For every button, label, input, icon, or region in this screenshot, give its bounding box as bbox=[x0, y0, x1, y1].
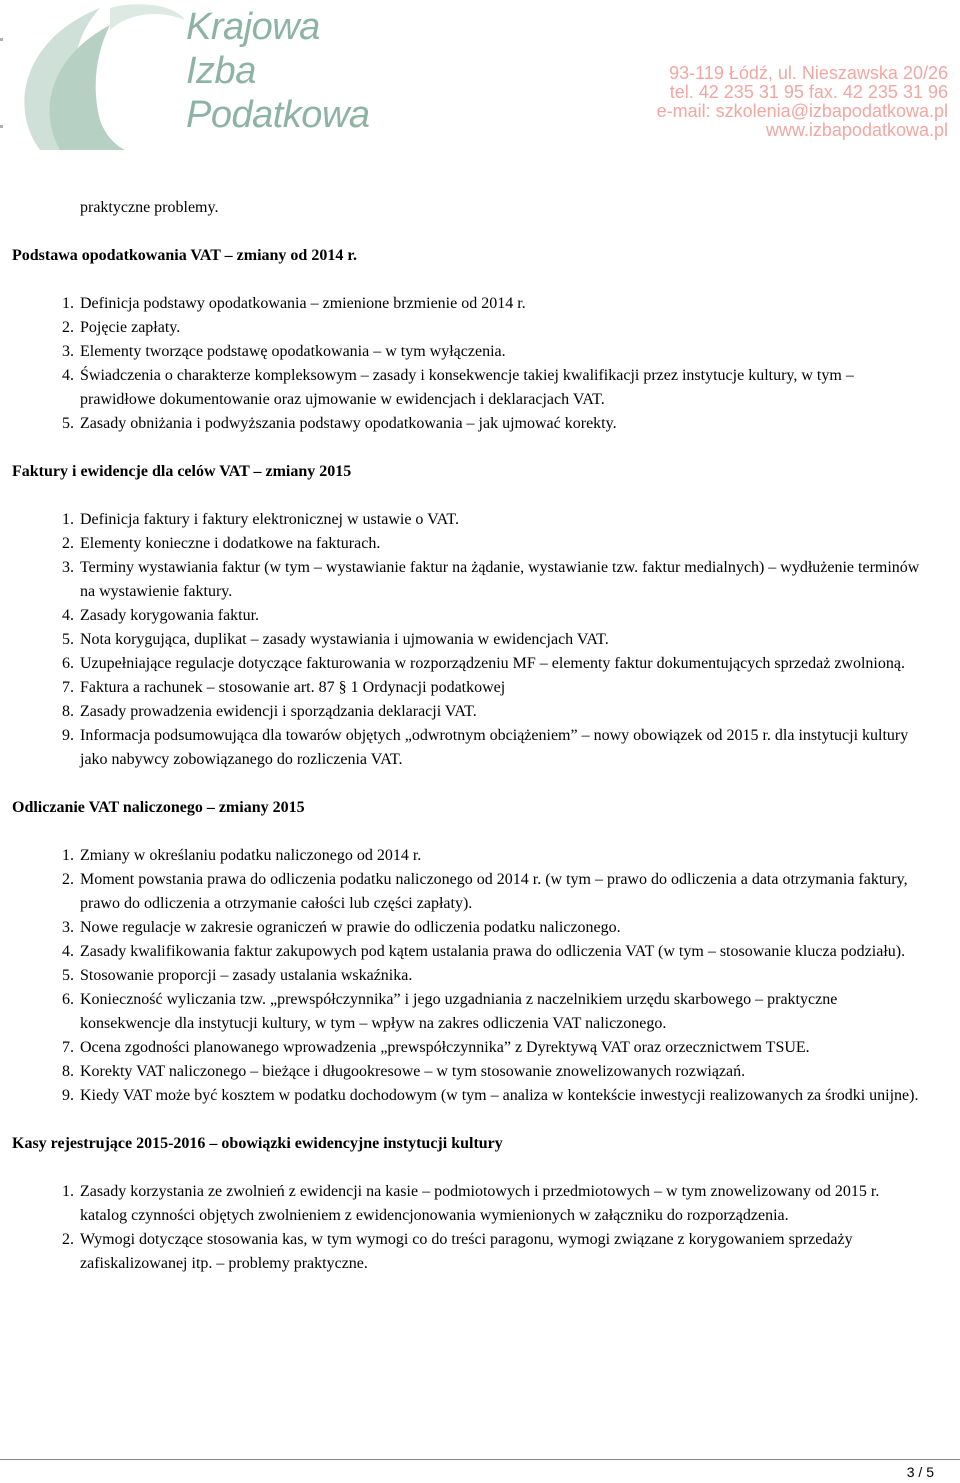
list-item-number: 7. bbox=[62, 1039, 74, 1056]
list-item-number: 4. bbox=[62, 943, 74, 960]
contact-address: 93-119 Łódź, ul. Nieszawska 20/26 bbox=[669, 63, 948, 83]
section-heading-podstawa: Podstawa opodatkowania VAT – zmiany od 2014 r. bbox=[12, 247, 357, 264]
list-item-text: Korekty VAT naliczonego – bieżące i długookresowe – w tym stosowanie znowelizowanych rozwiązań. bbox=[80, 1063, 746, 1080]
list-item bbox=[0, 316, 960, 340]
list-item bbox=[0, 508, 960, 532]
list-item-text: Zmiany w określaniu podatku naliczonego od 2014 r. bbox=[80, 847, 422, 864]
list-item bbox=[0, 532, 960, 556]
list-item-text: Informacja podsumowująca dla towarów objętych „odwrotnym obciążeniem” – nowy obowiązek od 2015 r. dla instytucji kultury jako nabywcy zobowiązanego do rozliczenia VAT. bbox=[80, 727, 909, 768]
list-item bbox=[0, 628, 960, 652]
list-item-text: Terminy wystawiania faktur (w tym – wystawianie faktur na żądanie, wystawianie tzw. faktur medialnych) – wydłużenie terminów na wystawienie faktury. bbox=[80, 559, 920, 600]
list-item-text: Uzupełniające regulacje dotyczące fakturowania w rozporządzeniu MF – elementy faktur dokumentujących sprzedaż zwolnioną. bbox=[80, 655, 905, 672]
list-item-text: Ocena zgodności planowanego wprowadzenia „prewspółczynnika” z Dyrektywą VAT oraz orzecznictwem TSUE. bbox=[80, 1039, 810, 1056]
list-item-number: 3. bbox=[62, 343, 74, 360]
list-item-text: Elementy tworzące podstawę opodatkowania – w tym wyłączenia. bbox=[80, 343, 506, 360]
list-item bbox=[0, 1036, 960, 1060]
list-item bbox=[0, 412, 960, 436]
list-item-text: Konieczność wyliczania tzw. „prewspółczynnika” i jego uzgadniania z naczelnikiem urzędu skarbowego – praktyczne konsekwencje dla instytucji kultury, w tym – wpływ na zakres odliczenia VAT naliczonego. bbox=[80, 991, 838, 1032]
list-item-number: 8. bbox=[62, 1063, 74, 1080]
contact-email: e-mail: szkolenia@izbapodatkowa.pl bbox=[656, 101, 948, 121]
section-list-odliczanie bbox=[0, 844, 960, 1108]
list-item-text: Elementy konieczne i dodatkowe na fakturach. bbox=[80, 535, 381, 552]
list-item-text: Stosowanie proporcji – zasady ustalania wskaźnika. bbox=[80, 967, 413, 984]
section-heading-faktury: Faktury i ewidencje dla celów VAT – zmiany 2015 bbox=[12, 463, 352, 480]
list-item bbox=[0, 700, 960, 724]
list-item-number: 3. bbox=[62, 559, 74, 576]
section-heading-kasy: Kasy rejestrujące 2015-2016 – obowiązki ewidencyjne instytucji kultury bbox=[12, 1135, 503, 1152]
list-item-number: 2. bbox=[62, 535, 74, 552]
list-item bbox=[0, 964, 960, 988]
contact-website: www.izbapodatkowa.pl bbox=[765, 120, 948, 140]
list-item-text: Kiedy VAT może być kosztem w podatku dochodowym (w tym – analiza w kontekście inwestycji realizowanych za środki unijne). bbox=[80, 1087, 919, 1104]
contact-phone: tel. 42 235 31 95 fax. 42 235 31 96 bbox=[669, 82, 948, 102]
list-item-number: 5. bbox=[62, 967, 74, 984]
document-body bbox=[0, 196, 960, 1300]
list-item-number: 2. bbox=[62, 871, 74, 888]
list-item-number: 9. bbox=[62, 727, 74, 744]
list-item bbox=[0, 988, 960, 1036]
list-item-text: Faktura a rachunek – stosowanie art. 87 § 1 Ordynacji podatkowej bbox=[80, 679, 506, 696]
list-item-text: Definicja faktury i faktury elektronicznej w ustawie o VAT. bbox=[80, 511, 459, 528]
section-list-podstawa bbox=[0, 292, 960, 436]
list-item-number: 4. bbox=[62, 367, 74, 384]
list-item-text: Pojęcie zapłaty. bbox=[80, 319, 181, 336]
list-item-number: 4. bbox=[62, 607, 74, 624]
list-item-text: Nota korygująca, duplikat – zasady wystawiania i ujmowania w ewidencjach VAT. bbox=[80, 631, 609, 648]
list-item bbox=[0, 292, 960, 316]
list-item bbox=[0, 1180, 960, 1228]
list-item-number: 8. bbox=[62, 703, 74, 720]
list-item-number: 6. bbox=[62, 655, 74, 672]
logo-swoosh-icon bbox=[0, 0, 190, 150]
section-list-faktury bbox=[0, 508, 960, 772]
intro-text: praktyczne problemy. bbox=[80, 199, 219, 216]
list-item-number: 1. bbox=[62, 511, 74, 528]
list-item-number: 2. bbox=[62, 319, 74, 336]
list-item bbox=[0, 940, 960, 964]
section-list-kasy bbox=[0, 1180, 960, 1276]
list-item-text: Wymogi dotyczące stosowania kas, w tym wymogi co do treści paragonu, wymogi związane z korygowaniem sprzedaży zafiskalizowanej itp. – problemy praktyczne. bbox=[80, 1231, 853, 1272]
section-heading-odliczanie: Odliczanie VAT naliczonego – zmiany 2015 bbox=[12, 799, 305, 816]
list-item-text: Zasady obniżania i podwyższania podstawy opodatkowania – jak ujmować korekty. bbox=[80, 415, 617, 432]
list-item bbox=[0, 1060, 960, 1084]
list-item-text: Zasady prowadzenia ewidencji i sporządzania deklaracji VAT. bbox=[80, 703, 477, 720]
list-item bbox=[0, 604, 960, 628]
list-item-number: 1. bbox=[62, 1183, 74, 1200]
list-item bbox=[0, 364, 960, 412]
footer-divider bbox=[0, 1459, 960, 1460]
list-item-number: 9. bbox=[62, 1087, 74, 1104]
list-item-number: 1. bbox=[62, 847, 74, 864]
list-item-text: Zasady kwalifikowania faktur zakupowych pod kątem ustalania prawa do odliczenia VAT (w tym – stosowanie klucza podziału). bbox=[80, 943, 906, 960]
list-item-text: Zasady korygowania faktur. bbox=[80, 607, 260, 624]
list-item bbox=[0, 868, 960, 916]
list-item-number: 1. bbox=[62, 295, 74, 312]
list-item bbox=[0, 676, 960, 700]
list-item bbox=[0, 652, 960, 676]
list-item-text: Moment powstania prawa do odliczenia podatku naliczonego od 2014 r. (w tym – prawo do odliczenia a data otrzymania faktury, prawo do odliczenia a otrzymanie całości lub części zapłaty). bbox=[80, 871, 908, 912]
contact-block bbox=[657, 64, 948, 140]
list-item bbox=[0, 1084, 960, 1108]
logo-text-line-3: Podatkowa bbox=[186, 94, 370, 136]
list-item bbox=[0, 340, 960, 364]
logo-text-line-2: Izba bbox=[186, 50, 256, 92]
list-item bbox=[0, 724, 960, 772]
list-item-text: Definicja podstawy opodatkowania – zmienione brzmienie od 2014 r. bbox=[80, 295, 526, 312]
list-item-text: Świadczenia o charakterze kompleksowym – zasady i konsekwencje takiej kwalifikacji przez instytucje kultury, w tym – prawidłowe dokumentowanie oraz ujmowanie w ewidencjach i deklaracjach VAT. bbox=[80, 367, 854, 408]
list-item bbox=[0, 1228, 960, 1276]
list-item bbox=[0, 916, 960, 940]
logo-text-line-1: Krajowa bbox=[186, 6, 320, 48]
list-item-number: 5. bbox=[62, 631, 74, 648]
list-item-text: Nowe regulacje w zakresie ograniczeń w prawie do odliczenia podatku naliczonego. bbox=[80, 919, 621, 936]
list-item bbox=[0, 844, 960, 868]
list-item-number: 6. bbox=[62, 991, 74, 1008]
list-item-number: 5. bbox=[62, 415, 74, 432]
page-number: 3 / 5 bbox=[906, 1464, 934, 1480]
list-item-number: 2. bbox=[62, 1231, 74, 1248]
list-item-text: Zasady korzystania ze zwolnień z ewidencji na kasie – podmiotowych i przedmiotowych – w tym znowelizowany od 2015 r. katalog czynności objętych zwolnieniem z ewidencjonowania wymienionych w załączniku do rozporządzenia. bbox=[80, 1183, 880, 1224]
letterhead bbox=[0, 0, 960, 150]
list-item bbox=[0, 556, 960, 604]
list-item-number: 3. bbox=[62, 919, 74, 936]
list-item-number: 7. bbox=[62, 679, 74, 696]
